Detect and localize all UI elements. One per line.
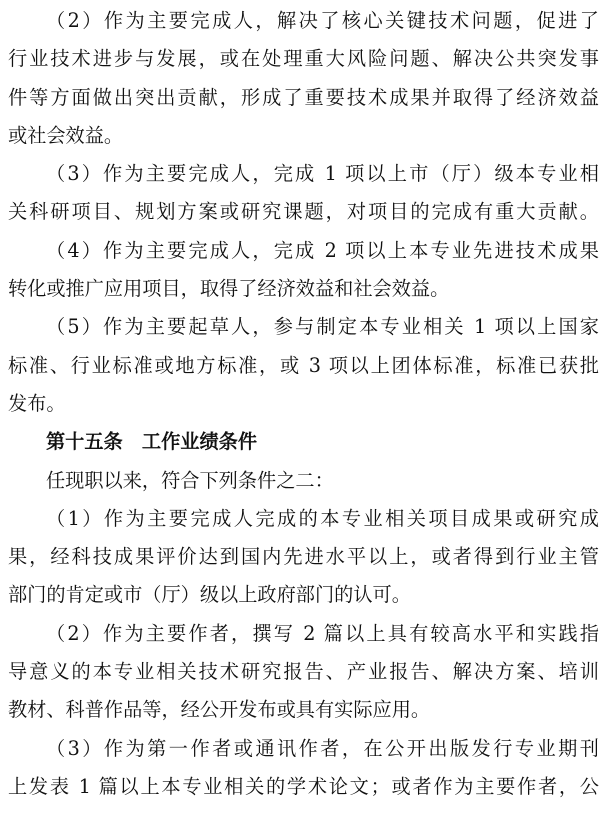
- text-line: 关科研项目、规划方案或研究课题，对项目的完成有重大贡献。: [8, 200, 599, 224]
- text-line: 件等方面做出突出贡献，形成了重要技术成果并取得了经济效益: [8, 85, 599, 109]
- text-line: （5）作为主要起草人，参与制定本专业相关 1 项以上国家: [46, 315, 599, 339]
- text-line: 行业技术进步与发展，或在处理重大风险问题、解决公共突发事: [8, 47, 599, 71]
- text-line: 教材、科普作品等，经公开发布或具有实际应用。: [8, 698, 431, 722]
- text-line: （4）作为主要完成人，完成 2 项以上本专业先进技术成果: [46, 238, 599, 262]
- text-line: 任现职以来，符合下列条件之二：: [46, 468, 334, 492]
- text-line: （1）作为主要完成人完成的本专业相关项目成果或研究成: [46, 506, 599, 530]
- text-line: 上发表 1 篇以上本专业相关的学术论文；或者作为主要作者，公: [8, 774, 599, 798]
- text-line: 发布。: [8, 391, 66, 415]
- text-line: 或社会效益。: [8, 123, 124, 147]
- text-line: （2）作为主要完成人，解决了核心关键技术问题，促进了: [46, 9, 599, 32]
- section-heading: 第十五条 工作业绩条件: [46, 430, 258, 454]
- text-line: （3）作为第一作者或通讯作者，在公开出版发行专业期刊: [46, 736, 599, 760]
- text-line: 标准、行业标准或地方标准，或 3 项以上团体标准，标准已获批: [8, 353, 599, 377]
- text-line: （3）作为主要完成人，完成 1 项以上市（厅）级本专业相: [46, 162, 599, 186]
- text-line: 果，经科技成果评价达到国内先进水平以上，或者得到行业主管: [8, 545, 599, 569]
- text-line: （2）作为主要作者，撰写 2 篇以上具有较高水平和实践指: [46, 621, 599, 645]
- text-line: 部门的肯定或市（厅）级以上政府部门的认可。: [8, 583, 411, 607]
- text-line: 导意义的本专业相关技术研究报告、产业报告、解决方案、培训: [8, 660, 599, 684]
- document-page: [8, 2, 599, 806]
- text-line: 转化或推广应用项目，取得了经济效益和社会效益。: [8, 277, 450, 301]
